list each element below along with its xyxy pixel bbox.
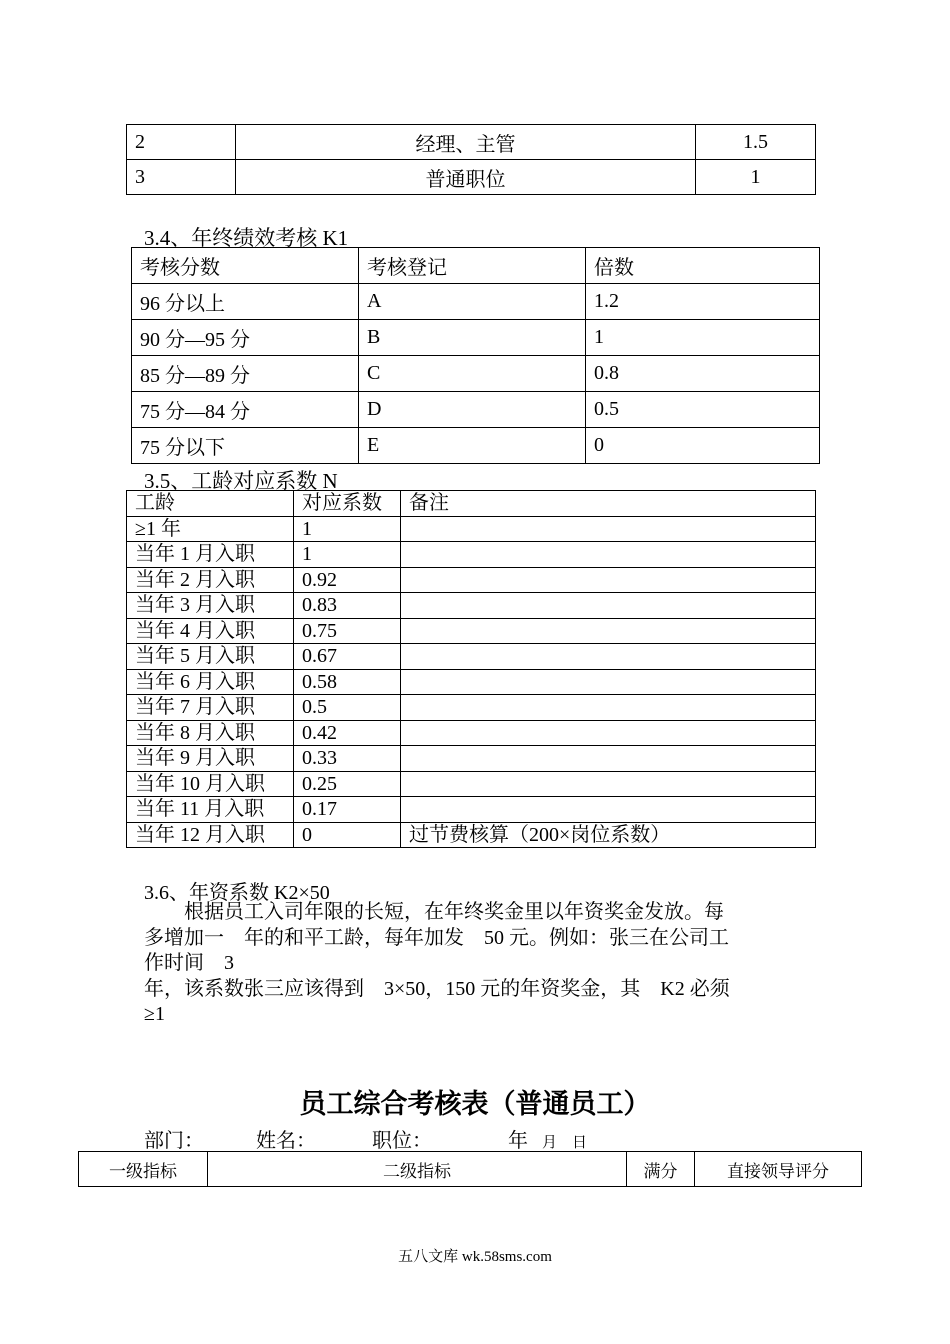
table-cell: 0.25: [294, 771, 401, 797]
table-row: [127, 771, 816, 797]
table-cell: 0.67: [294, 644, 401, 670]
table-cell: [401, 593, 816, 619]
table-cell: B: [359, 320, 586, 356]
position-coefficient-table: [126, 124, 816, 195]
table-cell: 75 分以下: [132, 428, 359, 464]
table-cell: 过节费核算（200×岗位系数）: [401, 822, 816, 848]
table-row: [127, 125, 816, 160]
table-cell: 85 分—89 分: [132, 356, 359, 392]
table-cell: 1.5: [696, 125, 816, 160]
table-cell: 0: [294, 822, 401, 848]
table-cell: 当年 6 月入职: [127, 669, 294, 695]
table-cell: [401, 771, 816, 797]
table-cell: 0.5: [586, 392, 820, 428]
table-cell: 96 分以上: [132, 284, 359, 320]
position-label: 职位：: [372, 1130, 432, 1152]
footer-watermark: 五八文库 wk.58sms.com: [398, 1249, 552, 1265]
table-header-cell: 对应系数: [294, 491, 401, 517]
table-row: [127, 516, 816, 542]
table-cell: 3: [127, 160, 236, 195]
table-cell: 0.33: [294, 746, 401, 772]
name-label: 姓名：: [256, 1130, 316, 1152]
table-cell: 1: [294, 516, 401, 542]
table-row: [127, 542, 816, 568]
table-cell: 经理、主管: [236, 125, 696, 160]
table-cell: 0.58: [294, 669, 401, 695]
table-cell: 当年 7 月入职: [127, 695, 294, 721]
table-cell: 1: [696, 160, 816, 195]
table-cell: [401, 516, 816, 542]
table-cell: D: [359, 392, 586, 428]
table-cell: 当年 5 月入职: [127, 644, 294, 670]
table-row: [132, 320, 820, 356]
dept-label: 部门：: [144, 1130, 204, 1152]
table-cell: 当年 10 月入职: [127, 771, 294, 797]
table-cell: 1: [294, 542, 401, 568]
table-row: [127, 720, 816, 746]
table-cell: 当年 8 月入职: [127, 720, 294, 746]
table-cell: [401, 669, 816, 695]
table-header-cell: 考核分数: [132, 248, 359, 284]
section-heading-3-5: 3.5、工龄对应系数 N: [144, 469, 338, 493]
table-cell: 0.8: [586, 356, 820, 392]
table-cell: 1: [586, 320, 820, 356]
table-cell: [401, 567, 816, 593]
table-header-cell: 一级指标: [79, 1152, 208, 1187]
assessment-form-table: [78, 1151, 862, 1187]
table-header-row: [127, 491, 816, 517]
table-row: [127, 593, 816, 619]
table-cell: [401, 618, 816, 644]
table-row: [127, 822, 816, 848]
table-header-row: [79, 1152, 862, 1187]
table-cell: [401, 797, 816, 823]
table-cell: 90 分—95 分: [132, 320, 359, 356]
table-cell: 1.2: [586, 284, 820, 320]
table-row: [132, 428, 820, 464]
table-header-cell: 倍数: [586, 248, 820, 284]
table-cell: 0.42: [294, 720, 401, 746]
table-cell: 75 分—84 分: [132, 392, 359, 428]
table-cell: 当年 11 月入职: [127, 797, 294, 823]
table-row: [127, 746, 816, 772]
table-header-row: [132, 248, 820, 284]
table-cell: [401, 644, 816, 670]
seniority-table: [126, 490, 816, 848]
year-label: 年: [508, 1130, 528, 1152]
table-cell: 当年 12 月入职: [127, 822, 294, 848]
table-header-cell: 满分: [627, 1152, 695, 1187]
table-row: [132, 356, 820, 392]
paragraph-line: 根据员工入司年限的长短，在年终奖金里以年资奖金发放。每: [144, 901, 724, 923]
table-cell: 当年 2 月入职: [127, 567, 294, 593]
table-cell: [401, 746, 816, 772]
table-cell: 普通职位: [236, 160, 696, 195]
section-heading-3-6: 3.6、年资系数 K2×50: [144, 882, 330, 904]
table-cell: 2: [127, 125, 236, 160]
section-heading-3-4: 3.4、年终绩效考核 K1: [144, 226, 349, 250]
table-header-cell: 工龄: [127, 491, 294, 517]
table-cell: 当年 4 月入职: [127, 618, 294, 644]
table-row: [127, 618, 816, 644]
table-cell: 0.75: [294, 618, 401, 644]
table-row: [127, 160, 816, 195]
table-header-cell: 备注: [401, 491, 816, 517]
table-cell: 0.83: [294, 593, 401, 619]
table-cell: [401, 720, 816, 746]
table-cell: 当年 1 月入职: [127, 542, 294, 568]
table-row: [127, 695, 816, 721]
table-cell: 0: [586, 428, 820, 464]
table-row: [132, 392, 820, 428]
table-cell: 当年 9 月入职: [127, 746, 294, 772]
form-meta-line: [144, 1124, 587, 1153]
paragraph-line: 多增加一 年的和平工龄，每年加发 50 元。例如：张三在公司工: [144, 926, 729, 949]
paragraph-line: ≥1: [144, 1003, 165, 1025]
paragraph-line: 作时间 3: [144, 952, 234, 974]
performance-table: [131, 247, 820, 464]
month-label: 月: [542, 1135, 558, 1151]
table-header-cell: 直接领导评分: [695, 1152, 862, 1187]
table-cell: 0.5: [294, 695, 401, 721]
table-row: [127, 797, 816, 823]
table-cell: C: [359, 356, 586, 392]
table-row: [132, 284, 820, 320]
seniority-paragraph: [144, 900, 808, 1028]
table-cell: 当年 3 月入职: [127, 593, 294, 619]
table-cell: E: [359, 428, 586, 464]
table-cell: [401, 695, 816, 721]
table-row: [127, 669, 816, 695]
table-cell: 0.17: [294, 797, 401, 823]
paragraph-line: 年，该系数张三应该得到 3×50，150 元的年资奖金，其 K2 必须: [144, 977, 730, 1000]
table-cell: A: [359, 284, 586, 320]
table-header-cell: 二级指标: [208, 1152, 627, 1187]
table-cell: ≥1 年: [127, 516, 294, 542]
table-row: [127, 567, 816, 593]
table-cell: [401, 542, 816, 568]
table-cell: 0.92: [294, 567, 401, 593]
form-title: 员工综合考核表（普通员工）: [299, 1089, 651, 1119]
day-label: 日: [572, 1135, 588, 1151]
table-row: [127, 644, 816, 670]
table-header-cell: 考核登记: [359, 248, 586, 284]
